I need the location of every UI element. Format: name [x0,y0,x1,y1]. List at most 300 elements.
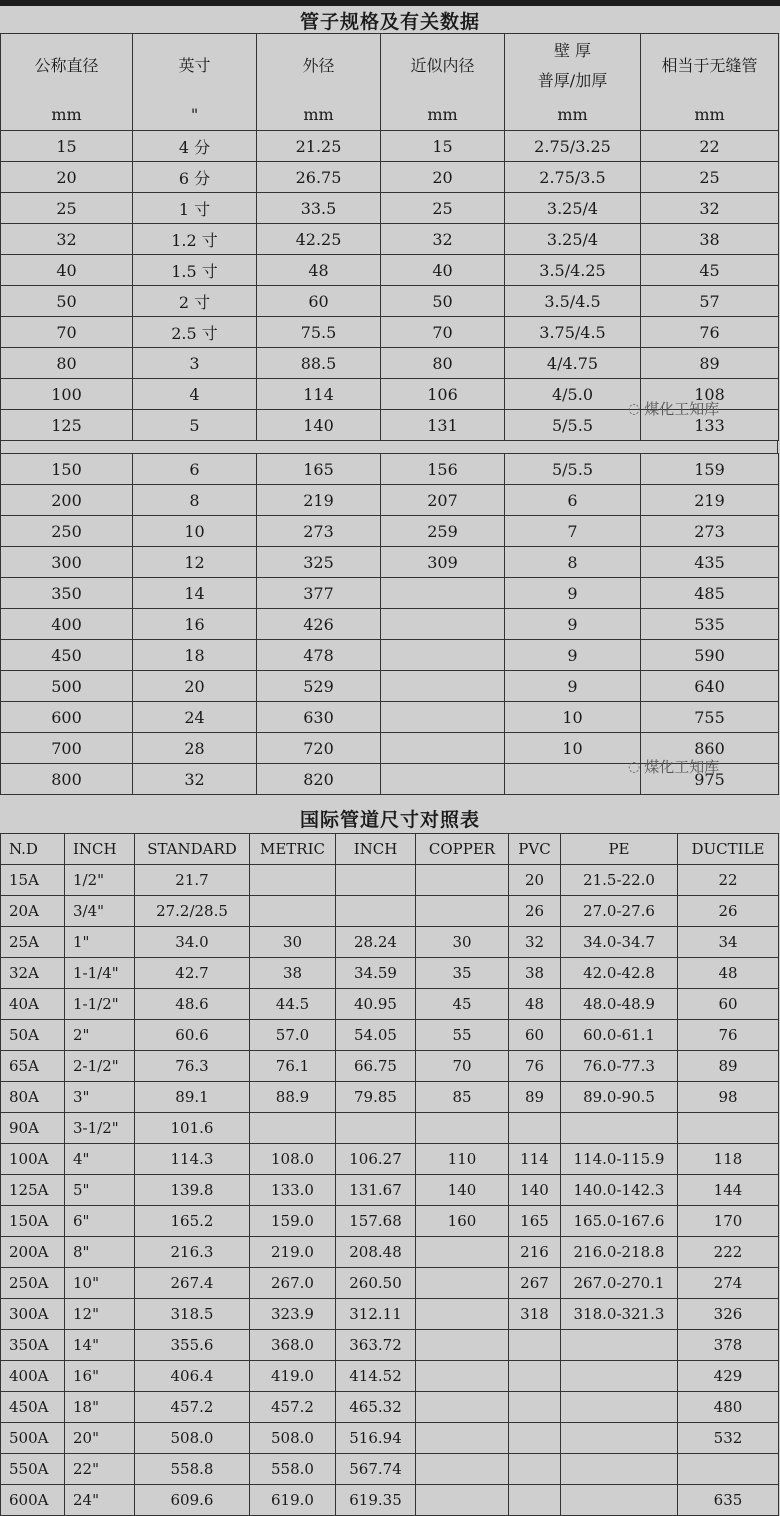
header-seamless-equivalent: 相当于无缝管 [641,34,779,99]
table-cell: 66.75 [336,1051,416,1082]
table-cell: 30 [416,927,509,958]
table-cell: 27.2/28.5 [135,896,250,927]
table-cell: 274 [678,1268,779,1299]
table-row [1,1082,779,1113]
table-cell [416,1268,509,1299]
table-cell [505,764,641,795]
table-cell: 32 [133,764,257,795]
table-cell: 165.0-167.6 [561,1206,678,1237]
table-cell: 535 [641,609,779,640]
table-cell: 426 [257,609,381,640]
table-cell: 165 [509,1206,561,1237]
table-cell: 24 [133,702,257,733]
table-row [1,1268,779,1299]
table-cell: 478 [257,640,381,671]
table-cell [561,1361,678,1392]
table-cell: 70 [381,317,505,348]
table-cell: 5/5.5 [505,454,641,485]
table-cell: 26 [509,896,561,927]
table-cell: 60.0-61.1 [561,1020,678,1051]
table-cell: 1/2" [65,865,135,896]
table-cell: 1" [65,927,135,958]
table-cell [509,1330,561,1361]
table-cell: 820 [257,764,381,795]
table-cell: 50 [1,286,133,317]
table-cell: 630 [257,702,381,733]
table-cell: 377 [257,578,381,609]
unit-cell: mm [505,98,641,131]
table-cell: 8 [133,485,257,516]
table-cell [381,702,505,733]
table-cell: 267 [509,1268,561,1299]
table-cell: 70 [1,317,133,348]
table-cell: 720 [257,733,381,764]
table-row [1,1485,779,1516]
table-cell: 480 [678,1392,779,1423]
table-cell: 45 [641,255,779,286]
table-cell: 6 [133,454,257,485]
header-wall-sub: 普厚/加厚 [537,71,608,90]
table-cell: 20 [381,162,505,193]
table-cell: 9 [505,671,641,702]
table-cell: 34.0-34.7 [561,927,678,958]
table-cell: 131.67 [336,1175,416,1206]
table-cell: 216.3 [135,1237,250,1268]
table-cell: 125A [1,1175,65,1206]
table-cell: 600A [1,1485,65,1516]
table-cell: 8" [65,1237,135,1268]
table-row [1,671,779,702]
table-cell: 38 [509,958,561,989]
table-cell: 60.6 [135,1020,250,1051]
table-row [1,578,779,609]
column-header: PVC [509,834,561,865]
watermark-text: 煤化工知库 [644,758,720,776]
table-row [1,1299,779,1330]
table-cell: 400A [1,1361,65,1392]
table-cell: 9 [505,609,641,640]
table-cell: 34.59 [336,958,416,989]
table-cell: 30 [250,927,336,958]
table-cell: 76.3 [135,1051,250,1082]
table-cell [561,1392,678,1423]
table-cell [336,1113,416,1144]
table-cell: 4" [65,1144,135,1175]
table-cell: 529 [257,671,381,702]
table-cell: 4/4.75 [505,348,641,379]
table-cell: 3.25/4 [505,224,641,255]
table-cell: 15 [381,131,505,162]
table-cell: 140 [509,1175,561,1206]
table-cell: 89 [678,1051,779,1082]
table-cell: 640 [641,671,779,702]
table-cell: 76 [678,1020,779,1051]
table-row [1,927,779,958]
table-cell: 755 [641,702,779,733]
table-cell: 159.0 [250,1206,336,1237]
table-cell: 76 [509,1051,561,1082]
table-cell: 5" [65,1175,135,1206]
table-cell: 33.5 [257,193,381,224]
table-cell [250,1113,336,1144]
watermark [628,756,719,777]
table-cell: 106.27 [336,1144,416,1175]
table-cell: 4 [133,379,257,410]
header-nominal-diameter: 公称直径 [1,34,133,99]
table-cell: 3.75/4.5 [505,317,641,348]
column-header: N.D [1,834,65,865]
table-cell: 4 分 [133,131,257,162]
table-cell: 100 [1,379,133,410]
table-cell: 259 [381,516,505,547]
table-row [1,1020,779,1051]
table-cell: 5 [133,410,257,441]
pipe-spec-table-continued [0,453,779,795]
table-cell: 1-1/4" [65,958,135,989]
table1-title: 管子规格及有关数据 [299,11,480,33]
table-cell: 3.5/4.5 [505,286,641,317]
table-cell: 309 [381,547,505,578]
table-cell: 3.25/4 [505,193,641,224]
table-cell: 16 [133,609,257,640]
table-cell: 5/5.5 [505,410,641,441]
table-cell: 139.8 [135,1175,250,1206]
table-cell: 250A [1,1268,65,1299]
table-cell: 4/5.0 [505,379,641,410]
table-cell [509,1361,561,1392]
table-cell: 140 [416,1175,509,1206]
header-wall-thickness [505,34,641,99]
table-cell: 108.0 [250,1144,336,1175]
table-row [1,317,779,348]
table-cell [416,1454,509,1485]
table-cell: 108 [641,379,779,410]
table-cell: 48.6 [135,989,250,1020]
unit-cell: mm [381,98,505,131]
table-cell: 25A [1,927,65,958]
table-cell: 80 [1,348,133,379]
table-cell: 42.0-42.8 [561,958,678,989]
table-cell: 40.95 [336,989,416,1020]
table-cell: 18" [65,1392,135,1423]
table-cell: 435 [641,547,779,578]
table-cell: 609.6 [135,1485,250,1516]
table-cell: 48 [678,958,779,989]
table-cell [678,1113,779,1144]
table-cell [416,1392,509,1423]
table-cell: 260.50 [336,1268,416,1299]
table-row [1,958,779,989]
header-inch: 英寸 [133,34,257,99]
table-cell: 567.74 [336,1454,416,1485]
unit-cell: mm [641,98,779,131]
table-cell: 355.6 [135,1330,250,1361]
table-cell [561,1485,678,1516]
table-cell: 20 [509,865,561,896]
table-cell [381,671,505,702]
table-cell: 363.72 [336,1330,416,1361]
table-cell [561,1330,678,1361]
table-cell: 160 [416,1206,509,1237]
table-cell: 9 [505,578,641,609]
table-row [1,485,779,516]
watermark [628,398,719,419]
table-cell [381,578,505,609]
table-cell: 267.4 [135,1268,250,1299]
table-row [1,348,779,379]
table-cell: 15A [1,865,65,896]
table-cell: 114.3 [135,1144,250,1175]
table-cell [416,1485,509,1516]
table-cell: 110 [416,1144,509,1175]
table-cell: 50 [381,286,505,317]
table-cell: 131 [381,410,505,441]
table-cell [250,896,336,927]
table-cell: 216.0-218.8 [561,1237,678,1268]
table-cell: 101.6 [135,1113,250,1144]
table-cell: 89.1 [135,1082,250,1113]
table-cell: 3 [133,348,257,379]
table-cell: 40A [1,989,65,1020]
table-cell: 350A [1,1330,65,1361]
table-cell: 28 [133,733,257,764]
table-cell: 42.7 [135,958,250,989]
column-header: STANDARD [135,834,250,865]
table-row [1,547,779,578]
table-cell: 558.0 [250,1454,336,1485]
table-cell: 34.0 [135,927,250,958]
table-cell: 14 [133,578,257,609]
table-cell: 590 [641,640,779,671]
table-cell: 216 [509,1237,561,1268]
table-cell: 28.24 [336,927,416,958]
column-header: INCH [336,834,416,865]
table-cell: 508.0 [135,1423,250,1454]
table-cell: 100A [1,1144,65,1175]
table-cell: 207 [381,485,505,516]
table-cell: 34 [678,927,779,958]
table-cell: 24" [65,1485,135,1516]
table-cell: 18 [133,640,257,671]
table-row [1,1175,779,1206]
table-cell: 318 [509,1299,561,1330]
table-cell: 15 [1,131,133,162]
table-cell: 3-1/2" [65,1113,135,1144]
wechat-logo-icon: ◌ [628,758,641,775]
table-cell: 500A [1,1423,65,1454]
table-cell: 273 [641,516,779,547]
table3-title: 国际管道尺寸对照表 [299,809,480,831]
table-cell: 133.0 [250,1175,336,1206]
table-cell: 76.1 [250,1051,336,1082]
table-cell: 222 [678,1237,779,1268]
table-cell: 85 [416,1082,509,1113]
table-cell: 419.0 [250,1361,336,1392]
column-header: PE [561,834,678,865]
table-cell: 318.0-321.3 [561,1299,678,1330]
table-cell: 219 [641,485,779,516]
table-cell: 170 [678,1206,779,1237]
table-cell: 89.0-90.5 [561,1082,678,1113]
table-cell: 14" [65,1330,135,1361]
table-cell: 157.68 [336,1206,416,1237]
table-cell: 26.75 [257,162,381,193]
column-header: COPPER [416,834,509,865]
table-cell: 208.48 [336,1237,416,1268]
table-cell: 133 [641,410,779,441]
table-cell: 106 [381,379,505,410]
table-cell: 48 [257,255,381,286]
table-cell: 10" [65,1268,135,1299]
table-cell: 219.0 [250,1237,336,1268]
table-cell: 25 [381,193,505,224]
table-cell: 323.9 [250,1299,336,1330]
table-cell: 508.0 [250,1423,336,1454]
table-cell [416,865,509,896]
table-cell [509,1423,561,1454]
table-cell: 165 [257,454,381,485]
table-row [1,131,779,162]
table-cell: 89 [509,1082,561,1113]
table-cell [509,1392,561,1423]
table-cell [336,865,416,896]
table-cell: 35 [416,958,509,989]
column-header: DUCTILE [678,834,779,865]
table-cell: 114 [257,379,381,410]
table-cell: 40 [1,255,133,286]
table-row [1,1361,779,1392]
table-cell: 3.5/4.25 [505,255,641,286]
table-cell: 20" [65,1423,135,1454]
table-cell: 368.0 [250,1330,336,1361]
table-cell: 26 [678,896,779,927]
table-cell [381,609,505,640]
table-cell [416,1113,509,1144]
table-cell: 267.0-270.1 [561,1268,678,1299]
table-row [1,193,779,224]
header-wall-label: 壁 厚 [553,41,592,60]
table-cell: 22 [641,131,779,162]
table-cell: 50A [1,1020,65,1051]
table-cell: 98 [678,1082,779,1113]
table-cell: 3" [65,1082,135,1113]
table-cell: 21.25 [257,131,381,162]
table-cell: 414.52 [336,1361,416,1392]
table-cell: 156 [381,454,505,485]
table-cell: 800 [1,764,133,795]
table-cell: 2.75/3.25 [505,131,641,162]
table-cell: 1-1/2" [65,989,135,1020]
table-cell [416,1361,509,1392]
table-cell: 25 [1,193,133,224]
table-row [1,1423,779,1454]
table-cell: 48.0-48.9 [561,989,678,1020]
table-cell [678,1454,779,1485]
table-row [1,896,779,927]
table-cell: 2.5 寸 [133,317,257,348]
table-cell: 406.4 [135,1361,250,1392]
table-cell: 1.2 寸 [133,224,257,255]
table-cell: 700 [1,733,133,764]
watermark-text: 煤化工知库 [644,400,720,418]
table-row [1,1454,779,1485]
table-cell: 27.0-27.6 [561,896,678,927]
table-cell: 2 寸 [133,286,257,317]
table-row [1,1237,779,1268]
table-cell [509,1454,561,1485]
table-cell: 40 [381,255,505,286]
table-cell: 25 [641,162,779,193]
table-row [1,640,779,671]
table-cell: 144 [678,1175,779,1206]
table-cell: 350 [1,578,133,609]
header-outer-diameter: 外径 [257,34,381,99]
table-row [1,702,779,733]
table-cell: 450A [1,1392,65,1423]
unit-cell: mm [1,98,133,131]
table-cell: 558.8 [135,1454,250,1485]
table-cell: 318.5 [135,1299,250,1330]
table-cell: 48 [509,989,561,1020]
table-cell: 89 [641,348,779,379]
table-cell: 378 [678,1330,779,1361]
table-cell: 32 [381,224,505,255]
table-cell: 76.0-77.3 [561,1051,678,1082]
table-gap [0,440,778,453]
table-cell: 79.85 [336,1082,416,1113]
table-cell: 22 [678,865,779,896]
table-cell: 60 [257,286,381,317]
table-cell: 20 [133,671,257,702]
table-row [1,1392,779,1423]
table-cell: 57.0 [250,1020,336,1051]
table-row [1,609,779,640]
table-cell: 150 [1,454,133,485]
table-cell: 300 [1,547,133,578]
table-cell: 219 [257,485,381,516]
table-cell [561,1423,678,1454]
table-cell: 10 [505,733,641,764]
table-cell [561,1113,678,1144]
pipe-spec-table [0,33,779,441]
table-cell: 1.5 寸 [133,255,257,286]
table-cell: 150A [1,1206,65,1237]
table-cell: 20A [1,896,65,927]
table-cell: 125 [1,410,133,441]
table-cell: 140 [257,410,381,441]
table-cell: 32 [1,224,133,255]
table-cell: 42.25 [257,224,381,255]
table-cell: 44.5 [250,989,336,1020]
table-cell [336,896,416,927]
table-cell: 80 [381,348,505,379]
table-cell: 88.5 [257,348,381,379]
table-cell [416,1299,509,1330]
table-cell: 38 [641,224,779,255]
top-bar [0,0,780,6]
table-row [1,286,779,317]
table-cell [381,733,505,764]
table-cell: 32A [1,958,65,989]
table-row [1,255,779,286]
table-cell: 22" [65,1454,135,1485]
table-cell [416,1237,509,1268]
table-cell: 7 [505,516,641,547]
table-cell: 500 [1,671,133,702]
table-cell [381,640,505,671]
table-cell: 21.5-22.0 [561,865,678,896]
table-cell: 38 [250,958,336,989]
